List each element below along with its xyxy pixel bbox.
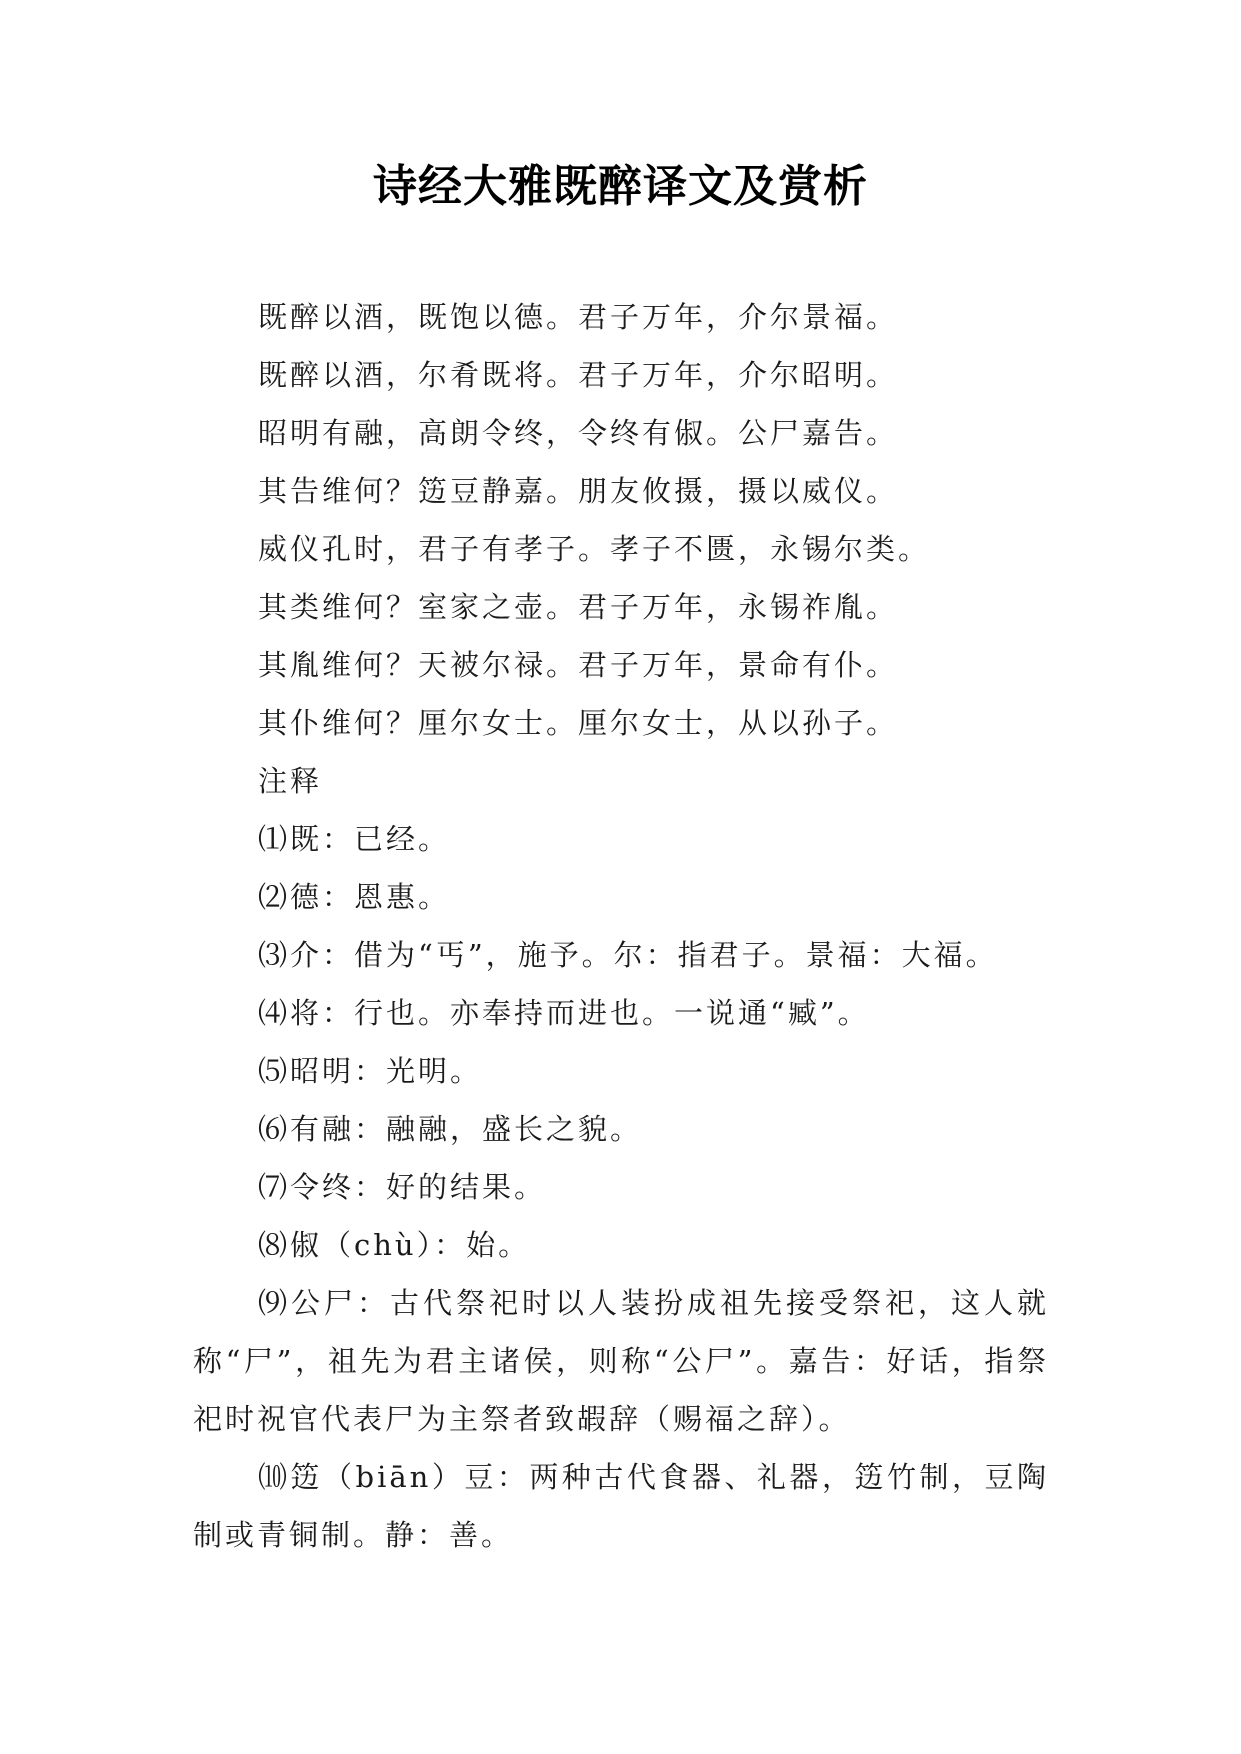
note-item: ⑵德：恩惠。: [258, 880, 451, 914]
document-body: [193, 288, 1049, 1564]
document-title: 诗经大雅既醉译文及赏析: [373, 161, 868, 212]
note-item: ⑴既：已经。: [258, 822, 451, 856]
poem-line: 既醉以酒，尔肴既将。君子万年，介尔昭明。: [258, 358, 899, 392]
poem-line: 其类维何？室家之壶。君子万年，永锡祚胤。: [258, 590, 899, 624]
note-item: ⑸昭明：光明。: [258, 1054, 483, 1088]
note-item: ⑺令终：好的结果。: [258, 1170, 547, 1204]
note-item: ⑽笾（biān）豆：两种古代食器、礼器，笾竹制，豆陶制或青铜制。静：善。: [193, 1460, 1049, 1552]
note-item: ⑻俶（chù）：始。: [258, 1228, 531, 1262]
poem-line: 其告维何？笾豆静嘉。朋友攸摄，摄以威仪。: [258, 474, 899, 508]
poem-line: 其胤维何？天被尔禄。君子万年，景命有仆。: [258, 648, 899, 682]
poem-line: 既醉以酒，既饱以德。君子万年，介尔景福。: [258, 300, 899, 334]
poem-line: 其仆维何？厘尔女士。厘尔女士，从以孙子。: [258, 706, 899, 740]
note-item: ⑶介：借为“丐”，施予。尔：指君子。景福：大福。: [258, 938, 998, 972]
notes-heading: 注释: [258, 764, 323, 798]
note-item: ⑷将：行也。亦奉持而进也。一说通“臧”。: [258, 996, 870, 1030]
poem-line: 昭明有融，高朗令终，令终有俶。公尸嘉告。: [258, 416, 899, 450]
poem-line: 威仪孔时，君子有孝子。孝子不匮，永锡尔类。: [258, 532, 931, 566]
note-item: ⑼公尸：古代祭祀时以人装扮成祖先接受祭祀，这人就称“尸”，祖先为君主诸侯，则称“公尸”。嘉告：好话，指祭祀时祝官代表尸为主祭者致嘏辞（赐福之辞）。: [193, 1286, 1049, 1436]
note-item: ⑹有融：融融，盛长之貌。: [258, 1112, 643, 1146]
